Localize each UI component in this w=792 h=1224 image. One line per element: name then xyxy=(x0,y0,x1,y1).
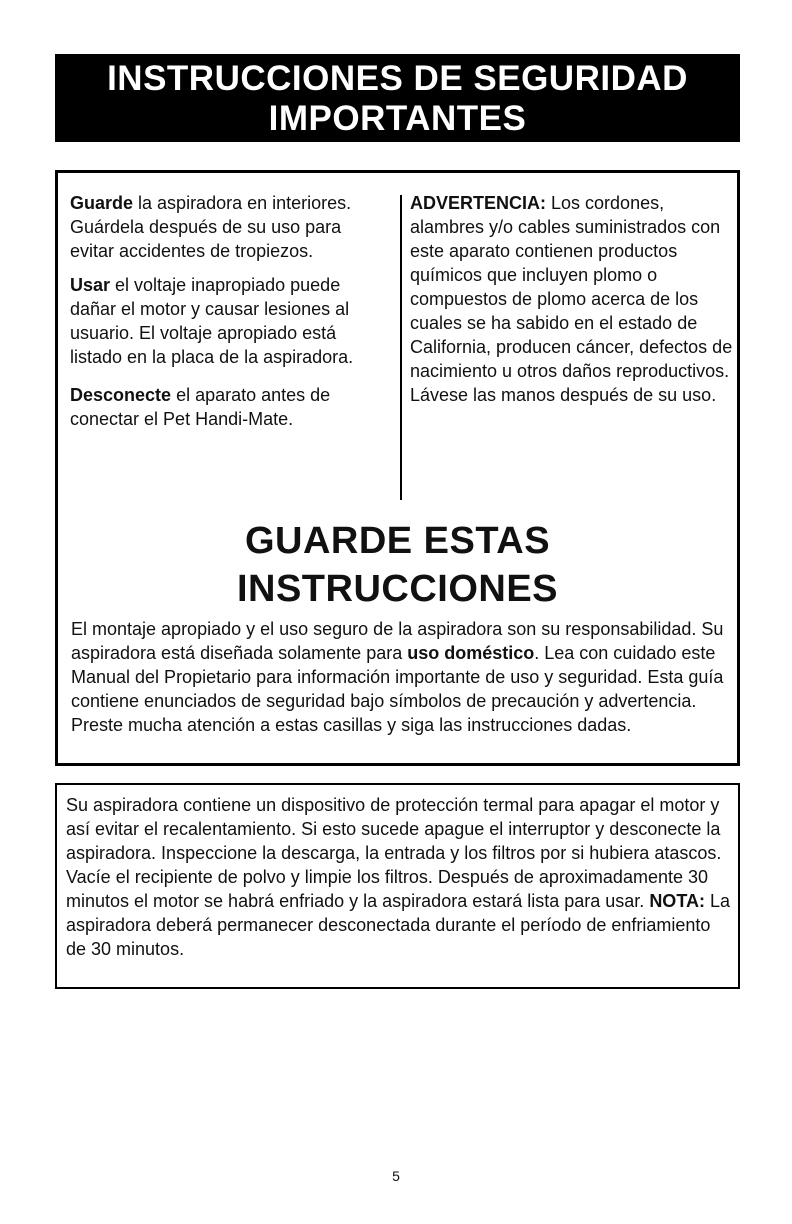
page-title-banner xyxy=(55,54,740,142)
page-number: 5 xyxy=(392,1168,400,1184)
save-instructions-heading xyxy=(58,517,737,613)
voltage-paragraph xyxy=(70,273,388,369)
column-divider xyxy=(400,195,402,500)
safety-instructions-box xyxy=(55,170,740,766)
right-column xyxy=(410,191,735,417)
warning-paragraph xyxy=(410,191,735,407)
warning-keyword: ADVERTENCIA: xyxy=(410,193,547,213)
store-text: la aspiradora en interiores. Guárdela después de su uso para evitar accidentes de tropiezos. xyxy=(70,193,352,261)
disconnect-text: el aparato antes de conectar el Pet Handi-Mate. xyxy=(70,385,331,429)
responsibility-paragraph xyxy=(71,617,731,737)
thermal-protection-paragraph xyxy=(66,793,731,961)
disconnect-keyword: Desconecte xyxy=(70,385,172,405)
responsibility-text-1: El montaje apropiado y el uso seguro de la aspiradora son su responsabilidad. Su aspiradora está diseñada solamente para xyxy=(71,619,724,663)
responsibility-text-2: . Lea con cuidado este Manual del Propietario para información importante de uso y seguridad. Esta guía contiene enunciados de seguridad bajo símbolos de precaución y advertencia. Preste mucha atención a estas casillas y siga las instrucciones dadas. xyxy=(71,643,724,735)
thermal-protection-box xyxy=(55,783,740,989)
disconnect-paragraph xyxy=(70,383,388,431)
thermal-text-2: La aspiradora deberá permanecer desconectada durante el período de enfriamiento de 30 minutos. xyxy=(66,891,730,959)
save-heading-line1: GUARDE ESTAS xyxy=(244,520,551,562)
domestic-use-keyword: uso doméstico xyxy=(407,643,535,663)
page-title-line2: IMPORTANTES xyxy=(268,99,527,138)
store-keyword: Guarde xyxy=(70,193,134,213)
page-title-line1: INSTRUCCIONES DE SEGURIDAD xyxy=(107,59,688,98)
store-indoors-paragraph xyxy=(70,191,388,263)
warning-text: Los cordones, alambres y/o cables suministrados con este aparato contienen productos químicos que incluyen plomo o compuestos de plomo acerca de los cuales se ha sabido en el estado de California, producen cáncer, defectos de nacimiento u otros daños reproductivos. Lávese las manos después de su uso. xyxy=(410,193,733,405)
note-keyword: NOTA: xyxy=(649,891,705,911)
left-column xyxy=(70,191,388,441)
voltage-keyword: Usar xyxy=(70,275,111,295)
thermal-text-1: Su aspiradora contiene un dispositivo de protección termal para apagar el motor y así evitar el recalentamiento. Si esto sucede apague el interruptor y desconecte la aspiradora. Inspeccione la descarga, la entrada y los filtros por si hubiera atascos. Vacíe el recipiente de polvo y limpie los filtros. Después de aproximadamente 30 minutos el motor se habrá enfriado y la aspiradora estará lista para usar. xyxy=(66,795,722,911)
voltage-text: el voltaje inapropiado puede dañar el motor y causar lesiones al usuario. El voltaje apropiado está listado en la placa de la aspiradora. xyxy=(70,275,354,367)
save-heading-line2: INSTRUCCIONES xyxy=(236,568,559,610)
